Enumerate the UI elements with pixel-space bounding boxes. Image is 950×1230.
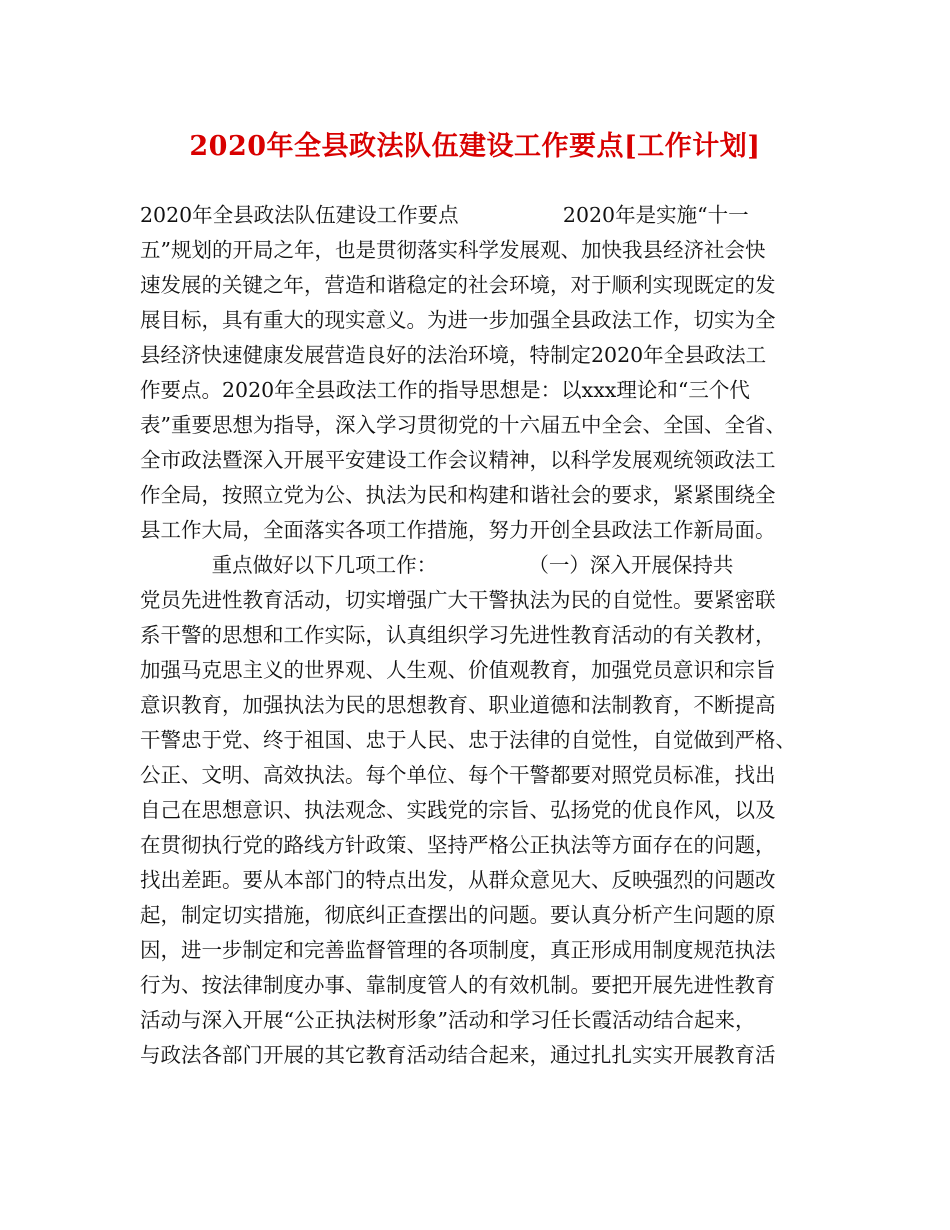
body-line: 表”重要思想为指导，深入学习贯彻党的十六届五中全会、全国、全省、 [140,413,786,437]
body-line: 五”规划的开局之年，也是贯彻落实科学发展观、加快我县经济社会快 [140,238,766,262]
body-line: 县工作大局，全面落实各项工作措施，努力开创全县政法工作新局面。 [140,518,776,542]
body-line: 县经济快速健康发展营造良好的法治环境，特制定2020年全县政法工 [140,343,767,367]
body-line: 党员先进性教育活动，切实增强广大干警执法为民的自觉性。要紧密联 [140,588,776,612]
body-line: 在贯彻执行党的路线方针政策、坚持严格公正执法等方面存在的问题， [140,833,776,857]
document-body [140,198,830,1073]
body-line: 全市政法暨深入开展平安建设工作会议精神，以科学发展观统领政法工 [140,448,776,472]
body-line: 起，制定切实措施，彻底纠正查摆出的问题。要认真分析产生问题的原 [140,903,776,927]
body-line: 系干警的思想和工作实际，认真组织学习先进性教育活动的有关教材， [140,623,776,647]
body-line: 自己在思想意识、执法观念、实践党的宗旨、弘扬党的优良作风，以及 [140,798,776,822]
body-line: 干警忠于党、终于祖国、忠于人民、忠于法律的自觉性，自觉做到严格、 [140,728,796,752]
body-line: 加强马克思主义的世界观、人生观、价值观教育，加强党员意识和宗旨 [140,658,776,682]
body-line: 行为、按法律制度办事、靠制度管人的有效机制。要把开展先进性教育 [140,973,776,997]
body-line: 公正、文明、高效执法。每个单位、每个干警都要对照党员标准，找出 [140,763,776,787]
body-line: 因，进一步制定和完善监督管理的各项制度，真正形成用制度规范执法 [140,938,776,962]
body-line: 意识教育，加强执法为民的思想教育、职业道德和法制教育，不断提高 [140,693,776,717]
body-line: 展目标，具有重大的现实意义。为进一步加强全县政法工作，切实为全 [140,308,776,332]
body-line: 速发展的关键之年，营造和谐稳定的社会环境，对于顺利实现既定的发 [140,273,776,297]
body-line: 重点做好以下几项工作： （一）深入开展保持共 [140,553,734,577]
body-line: 2020年全县政法队伍建设工作要点 2020年是实施“十一 [140,203,749,227]
document-title: 2020年全县政法队伍建设工作要点[工作计划] [189,131,761,162]
body-line: 作全局，按照立党为公、执法为民和构建和谐社会的要求，紧紧围绕全 [140,483,776,507]
body-line: 找出差距。要从本部门的特点出发，从群众意见大、反映强烈的问题改 [140,868,776,892]
body-line: 与政法各部门开展的其它教育活动结合起来，通过扎扎实实开展教育活 [140,1043,776,1067]
body-line: 作要点。2020年全县政法工作的指导思想是：以xxx理论和“三个代 [140,378,750,402]
body-line: 活动与深入开展“公正执法树形象”活动和学习任长霞活动结合起来， [140,1008,756,1032]
